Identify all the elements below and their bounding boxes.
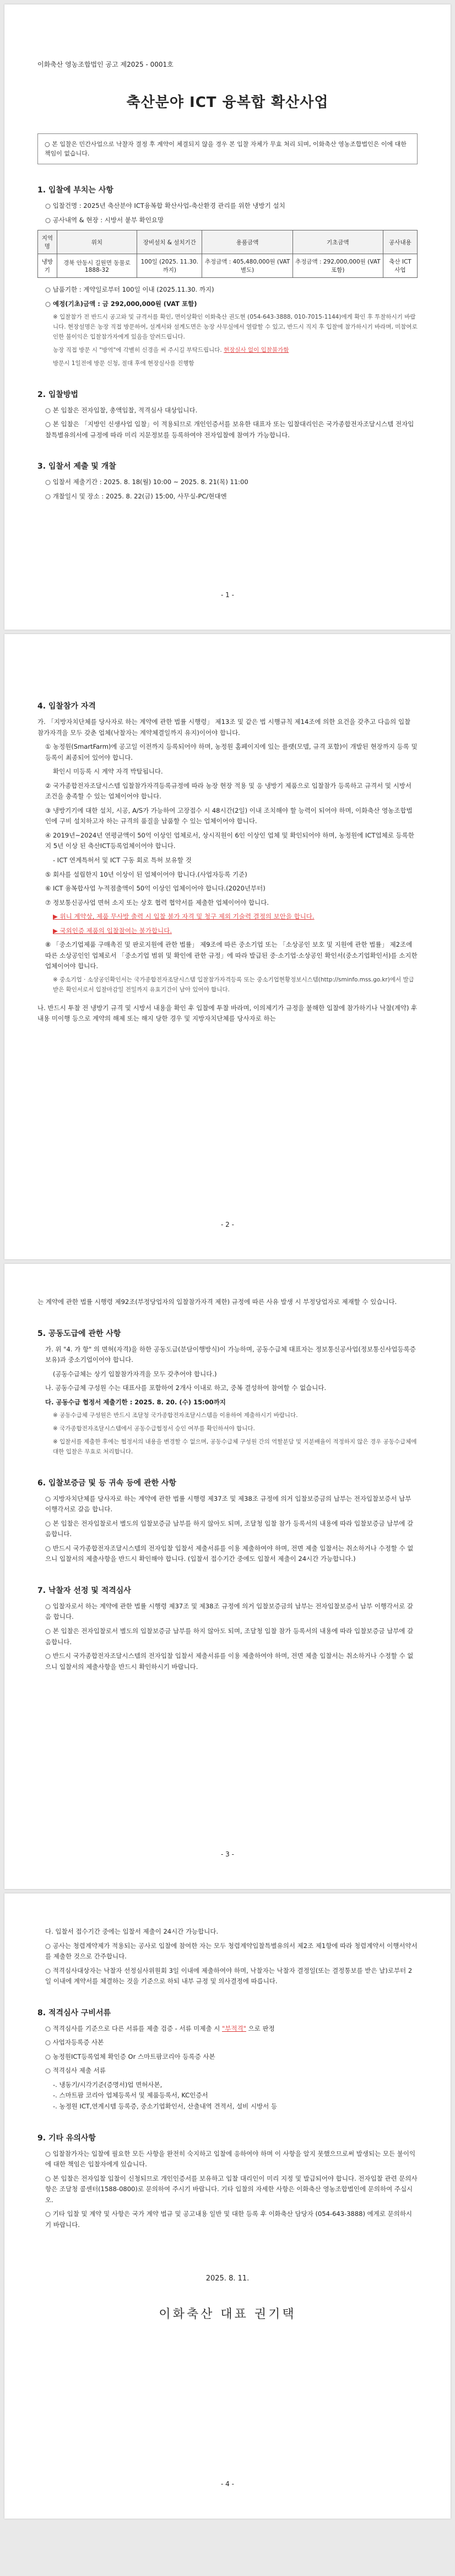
s8-line-3: ○ 농정원ICT등록업체 확인증 Or 스마트팜코리아 등록증 사본 bbox=[45, 2052, 215, 2060]
s1-line-3: ○ 납품기한 : 계약일로부터 100일 이내 (2025.11.30. 까지) bbox=[45, 286, 214, 294]
list-item: -. 스마트팜 코리아 업체등록서 및 제품등록서, KC인증서 bbox=[53, 2091, 208, 2100]
announcement-number: 이화축산 영농조합법인 공고 제2025 - 0001호 bbox=[37, 61, 174, 68]
s2-line-1: ○ 본 입찰은 전자입찰, 총액입찰, 적격심사 대상입니다. bbox=[45, 406, 198, 414]
table-cell: 축산 ICT 사업 bbox=[383, 254, 417, 278]
s4-item-7b: ▶ 위니 계약상, 제품 무사방 출력 시 입찰 불가 자격 및 청구 제외 기술력 결정의 보안을 합니다. bbox=[53, 913, 315, 921]
table-header: 기초금액 bbox=[292, 230, 383, 254]
table-cell: 냉방기 bbox=[38, 254, 57, 278]
table-cell: 추정금액 : 405,480,000원 (VAT 별도) bbox=[202, 254, 292, 278]
s1-line-7: 방문시 1일전에 방문 신청, 절대 후에 현장실사를 진행함 bbox=[53, 359, 194, 367]
section-7-heading: 7. 낙찰자 선정 및 적격심사 bbox=[37, 1586, 131, 1595]
s1-line-1: ○ 입찰건명 : 2025년 축산분야 ICT융복합 확산사업-축산환경 관리를 위한 냉방기 설치 bbox=[45, 202, 285, 210]
page-number: - 4 - bbox=[221, 2480, 234, 2488]
s5-da: 다. 공동수급 협정서 제출기한 : 2025. 8. 20. (수) 15:00까지 bbox=[45, 1398, 226, 1406]
section-9-heading: 9. 기타 유의사항 bbox=[37, 2133, 96, 2143]
s8-doc-list bbox=[37, 2080, 418, 2112]
s4-intro: 가. 「지방자치단체를 당사자로 하는 계약에 관한 법률 시행령」 제13조 및 같은 법 시행규칙 제14조에 의한 요건을 갖추고 다음의 입찰 참가자격을 모두 갖춘 업체(낙찰자는 계약체결일까지 유지)이어야 합니다. bbox=[37, 718, 411, 737]
section-1-heading: 1. 입찰에 부치는 사항 bbox=[37, 186, 113, 195]
table-cell: 추정금액 : 292,000,000원 (VAT 포함) bbox=[292, 254, 383, 278]
s8-line-1 bbox=[37, 2024, 418, 2035]
table-header: 용품금액 bbox=[202, 230, 292, 254]
s7-line-2: ○ 본 입찰은 전자입찰로서 별도의 입찰보증금 납부를 하지 않아도 되며, 조달청 입찰 참가 등록서의 내용에 따라 입찰보증금 납부에 갈음합니다. bbox=[45, 1627, 414, 1646]
notice-box: ○ 본 입찰은 민간사업으로 낙찰자 결정 후 계약이 체결되지 않을 경우 본 입찰 자체가 무효 처리 되며, 이화축산 영농조합법인은 이에 대한 책임이 없습니다. bbox=[37, 133, 418, 164]
s5-na: 나. 공동수급체 구성원 수는 대표사를 포함하여 2개사 이내로 하고, 중복 결성하여 참여할 수 없습니다. bbox=[45, 1384, 327, 1392]
document-page-2 bbox=[4, 634, 451, 1259]
s9-line-3: ○ 기타 입찰 및 계약 및 사항은 국가 계약 법규 및 공고내용 일반 및 대한 등록 후 이화축산 담당자 (054-643-3888) 에게로 문의하시기 바랍니다. bbox=[45, 2210, 413, 2229]
table-header: 지역명 bbox=[38, 230, 57, 254]
section-4-heading: 4. 입찰참가 자격 bbox=[37, 702, 96, 711]
s4-item-5: ⑤ 회사를 설립한지 10년 이상이 된 업체이어야 합니다.(사업자등록 기준) bbox=[45, 870, 247, 878]
s4-item-4: ④ 2019년~2024년 연평균액이 50억 이상인 업체로서, 상시직원이 6인 이상인 업체 및 확인되어야 하며, 농정원에 ICT업체로 등록한지 5년 이상 된 축산ICT등록업체이어야 합니다. bbox=[45, 831, 414, 850]
s4-na: 나. 반드시 투찰 전 냉방기 규격 및 시방서 내용을 확인 후 입찰에 투찰 바라며, 이의제기가 규정을 불해한 입찰에 참가하기나 낙찰(계약) 후 내용 미이행 등으로 계약의 해제 또는 해지 당한 경우 및 지방자치단체를 당사자로 하는 bbox=[37, 1003, 418, 1023]
document-page-4 bbox=[4, 1893, 451, 2519]
s7-line-3: ○ 반드시 국가종합전자조달시스템의 전자입찰 입찰서 제출서류를 이용 제출하여야 하며, 전면 제출 입찰서는 취소하거나 수정할 수 없으니 입찰서의 제출사항을 반드시 확인하시기 바랍니다. bbox=[45, 1652, 414, 1671]
s5-ga2: (공동수급체는 상기 입찰참가자격을 모두 갖추어야 합니다.) bbox=[53, 1370, 217, 1378]
s6-line-3: ○ 반드시 국가종합전자조달시스템의 전자입찰 입찰서 제출서류를 이용 제출하여야 하며, 전면 제출 입찰서는 취소하거나 수정할 수 없으니 입찰서의 제출사항을 반드시 확인해야 합니다. (입찰서 접수기간 중에도 입찰서 제출이 24시간 가능합니다.) bbox=[45, 1544, 414, 1563]
s3-line-1: ○ 입찰서 제출기간 : 2025. 8. 18(월) 10:00 ~ 2025. 8. 21(목) 11:00 bbox=[45, 478, 248, 486]
s4-item-1b: 확인시 미등록 시 계약 자격 박탈됩니다. bbox=[53, 768, 163, 776]
document-title: 축산분야 ICT 융복합 확산사업 bbox=[126, 94, 329, 111]
s5-ga: 가. 위 "4. 가 항" 의 면허(자격)을 하한 공동도급(분담이행방식)이 가능하며, 공동수급체 대표자는 정보통신공사업(정보통신사업등록증 보유)과 중소기업이어야 합니다. bbox=[45, 1345, 416, 1364]
page-number: - 2 - bbox=[221, 1221, 234, 1228]
s8-line-4: ○ 적격심사 제출 서류 bbox=[45, 2067, 106, 2075]
table-cell: 100일 (2025. 11.30. 까지) bbox=[137, 254, 202, 278]
s3-line-2: ○ 개찰일시 및 장소 : 2025. 8. 22(금) 15:00, 사무실-PC/현대엔 bbox=[45, 492, 227, 500]
s1-line-5: ※ 입찰참가 전 반드시 공고와 및 규격서를 확인, 면이상확인 이화축산 권도현 (054-643-3888, 010-7015-1144)에게 확인 후 투찰하시기 바랍니다. 현장설명은 농장 직접 방문하여, 설계서와 설계도면은 농장 사무실에서 열람할 수 있고, 반드시 직지 후 입찰에 참가하시기 바라며, 미참여로 인한 불이익은 입찰참가자에게 있음을 알려드립니다. bbox=[53, 314, 418, 340]
s8-line-1-warning: "부적격" bbox=[222, 2024, 246, 2032]
s1-line-2: ○ 공사내역 & 현장 : 시방서 붙부 확인요망 bbox=[45, 216, 164, 224]
table-header: 장비설치 & 설치기간 bbox=[137, 230, 202, 254]
section-3-heading: 3. 입찰서 제출 및 개찰 bbox=[37, 462, 116, 471]
s5-note-1: ※ 공동수급체 구성원은 반드시 조달청 국가종합전자조달시스템을 이용하여 제출하시기 바랍니다. bbox=[53, 1412, 298, 1419]
signature-date: 2025. 8. 11. bbox=[205, 2274, 250, 2283]
document-page-3 bbox=[4, 1264, 451, 1889]
s4-item-4b: - ICT 연계특허서 및 ICT 구동 회로 특허 보유할 것 bbox=[53, 856, 192, 865]
s4-item-1: ① 농정원(SmartFarm)에 공고일 이전까지 등록되어야 하며, 농정원 홈페이지에 있는 플랫(모델, 규격 포함)이 개발된 현장까지 등록 및 등록이 최종되어 있어야 합니다. bbox=[45, 743, 418, 761]
section-5-heading: 5. 공동도급에 관한 사항 bbox=[37, 1329, 121, 1338]
list-item: -. 냉동기/시각기준(증명서)업 면허사본, bbox=[53, 2080, 162, 2089]
s5-note-3: ※ 입찰서를 제출한 후에는 협정서의 내용을 변경할 수 없으며, 공동수급체 구성원 간의 역할분담 및 지분배율이 적정하지 않은 경우 공동수급체에 대한 입찰은 무효로 처리합니다. bbox=[53, 1438, 417, 1455]
s5-note-2: ※ 국가종합전자조달시스템에서 공동수급협정서 승인 여부를 확인하셔야 합니다. bbox=[53, 1425, 255, 1432]
s4-item-8: ⑧ 「중소기업제품 구매촉진 및 판로지원에 관한 법률」 제9조에 따른 중소기업 또는 「소상공인 보호 및 지원에 관한 법률」 제2조에 따른 소상공인인 업체로서 「중소기업 범위 및 확인에 관한 규정」에 따라 발급된 중·소기업·소상공인 확인서(중소기업확인서)를 소지한 업체이어야 합니다. bbox=[45, 941, 418, 970]
s4-item-2: ② 국가종합전자조달시스템 입찰참가자격등록규정에 따라 농장 현장 적용 및 응 냉방기 제품으로 입찰참가 등록하고 규격서 및 시방서 조건을 충족할 수 있는 업체이어야 합니다. bbox=[45, 781, 412, 801]
s6-line-2: ○ 본 입찰은 전자입찰로서 별도의 입찰보증금 납부를 하지 않아도 되며, 조달청 입찰 참가 등록서의 내용에 따라 입찰보증금 납부에 갈음합니다. bbox=[45, 1519, 414, 1538]
s7c-line-2: ○ 공사는 청렴계약제가 적용되는 공사로 입찰에 참여한 자는 모두 청렴계약입찰특별유의서 제2조 제1항에 따라 청렴계약서 이행서약서를 제출한 것으로 간주합니다. bbox=[45, 1941, 418, 1961]
s8-line-2: ○ 사업자등록증 사본 bbox=[45, 2038, 104, 2047]
bid-item-table bbox=[37, 230, 418, 278]
s6-line-1: ○ 지방자치단체를 당사자로 하는 계약에 관한 법률 시행령 제37조 및 제38조 규정에 의거 입찰보증금의 납부는 전자입찰보증서 납부 이행각서로 갈음 합니다. bbox=[45, 1494, 411, 1514]
s1-line-4: ○ 예정(기초)금액 : 금 292,000,000원 (VAT 포함) bbox=[45, 299, 197, 308]
list-item: -. 농정원 ICT,연계시템 등록증, 중소기업확인서, 산출내역 견적서, 설비 시방서 등 bbox=[53, 2102, 278, 2111]
s2-line-2: ○ 본 입찰은 「지방인 신생사업 입찰」이 적용되므로 개인인증서를 보유한 대표자 또는 입찰대리인은 국가종합전자조달시스템 전자입찰특별유의서에 규정에 따라 미리 지문정보를 등록하여야 전자입찰에 참여가 가능합니다. bbox=[45, 420, 414, 439]
page-number: - 1 - bbox=[221, 591, 234, 599]
signature-name: 이화축산 대표 권기택 bbox=[159, 2307, 296, 2322]
s4-item-6: ⑥ ICT 융복합사업 누적점출액이 50억 이상인 업체이어야 합니다.(2020년부터) bbox=[45, 884, 266, 893]
document-page-1 bbox=[4, 4, 451, 630]
table-header: 위치 bbox=[57, 230, 137, 254]
s1-line-6-text: 농장 직접 방문 시 "방역"에 각별히 신경을 써 주시길 부탁드립니다. bbox=[53, 346, 222, 353]
s7-line-1: ○ 입찰자로서 하는 계약에 관한 법률 시행령 제37조 및 제38조 규정에 의거 입찰보증금의 납부는 전자입찰보증서 납부 이행각서로 갈음 합니다. bbox=[45, 1602, 413, 1621]
s8-line-1-end: 으로 판정 bbox=[248, 2024, 275, 2032]
s1-line-6 bbox=[37, 346, 418, 356]
s4-item-3: ③ 냉방기기에 대한 설치, 시공, A/S가 가능하여 고장접수 시 48시간(2일) 이내 조치해야 할 능력이 되어야 하며, 이화축산 영농조합법인에 구비 설치하고자 하는 규격의 품질을 납품할 수 있는 업체이어야 합니다. bbox=[45, 806, 413, 825]
s7c-line-3: ○ 적격심사대상자는 낙찰자 선정심사위원회 3일 이내에 제출하여야 하며, 낙찰자는 낙찰자 결정일(또는 결정통보를 받은 날)로부터 2일 이내에 계약서를 체결하는 것을 기준으로 하되 내부 규정 및 의사결정에 따릅니다. bbox=[45, 1966, 413, 1985]
s7c-line-1: 다. 입찰서 접수기간 중에는 입찰서 제출이 24시간 가능합니다. bbox=[45, 1928, 219, 1935]
s4-item-7: ⑦ 정보통신공사업 면허 소지 또는 상호 협력 협약서를 제출한 업체이어야 합니다. bbox=[45, 898, 269, 906]
s1-line-6-warning: 현장실사 없이 입찰불가함 bbox=[224, 346, 289, 353]
section-2-heading: 2. 입찰방법 bbox=[37, 390, 79, 399]
table-header: 공사내용 bbox=[383, 230, 417, 254]
s9-line-1: ○ 입찰참가자는 입찰에 필요한 모든 사항을 완전히 숙지하고 입찰에 응하여야 하며 이 사항을 알지 못했으므로써 발생되는 모든 불이익에 대한 책임은 입찰자에게 있습니다. bbox=[45, 2149, 416, 2169]
section-6-heading: 6. 입찰보증금 및 등 귀속 등에 관한 사항 bbox=[37, 1478, 177, 1488]
s8-line-1-text: ○ 적격심사를 기준으로 다른 서류를 제출 검증 - 서류 미제출 시 bbox=[45, 2024, 220, 2032]
table-cell: 경북 안동시 길원면 동물로 1888-32 bbox=[57, 254, 137, 278]
page-number: - 3 - bbox=[221, 1850, 234, 1858]
s9-line-2: ○ 본 입찰은 전자입찰 입찰이 신청되므로 개인인증서를 보유하고 입찰 대리인이 미리 지정 및 발급되어야 합니다. 전자입찰 관련 문의사항은 조달청 콜센터(1588-0800)로 문의하여 주시기 바랍니다. 기타 입찰의 자세한 사항은 이화축산 영농조합법인에 문의하여 주십시오. bbox=[45, 2174, 418, 2204]
s4-item-7c: ▶ 국외인증 제품의 입찰참여는 불가합니다. bbox=[53, 926, 172, 935]
s4-item-8b: ※ 중소기업 · 소상공인확인서는 국가종합전자조달시스템 입찰참가자격등록 또는 중소기업현황정보시스템(http://sminfo.mss.go.kr)에서 발급받은 확인서로서 입찰마감일 전일까지 유효기간이 남아 있어야 합니다. bbox=[53, 976, 414, 993]
s4-continued: 는 계약에 관한 법률 시행령 제92조(부정당업자의 입찰참가자격 제한) 규정에 따른 사유 발생 시 부정당업자로 제재할 수 있습니다. bbox=[37, 1298, 397, 1306]
section-8-heading: 8. 적격심사 구비서류 bbox=[37, 2008, 111, 2017]
